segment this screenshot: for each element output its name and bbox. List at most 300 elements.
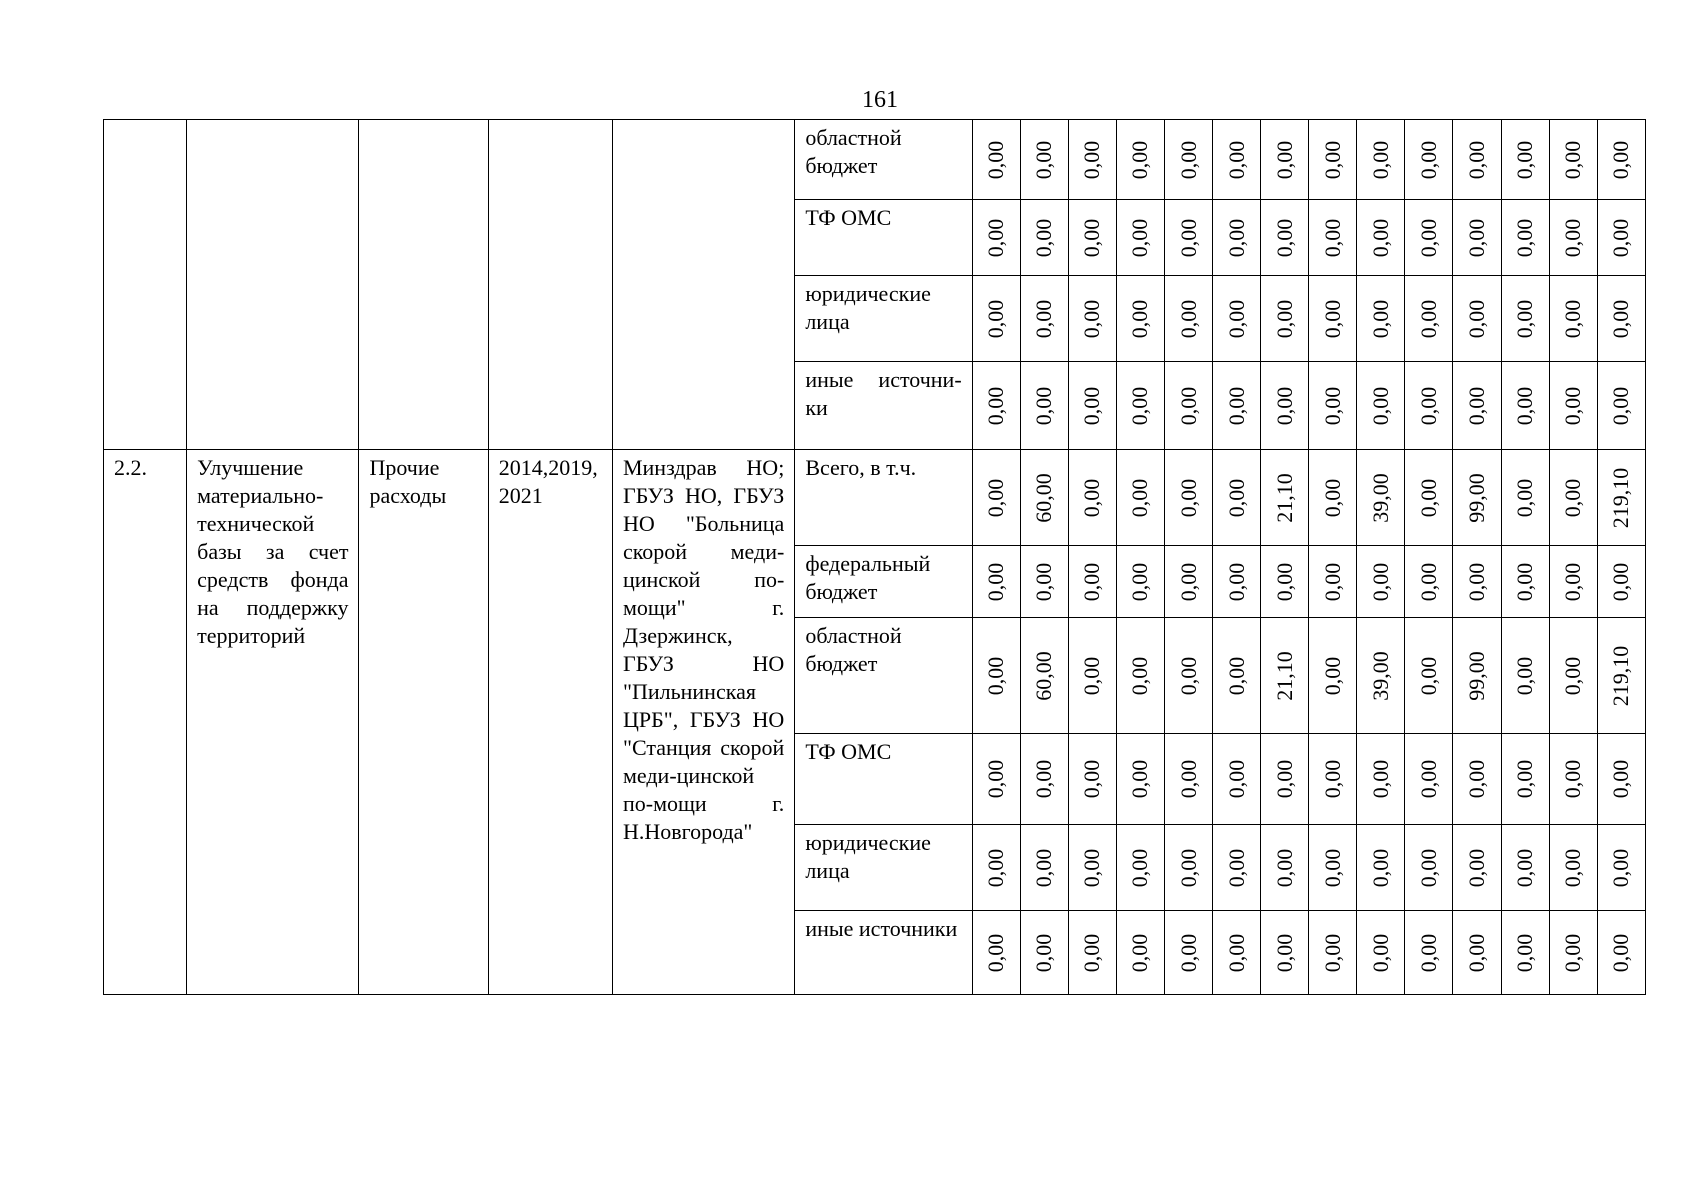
value-text: 0,00 xyxy=(1415,933,1441,972)
value-cell xyxy=(1020,825,1068,911)
value-text: 219,10 xyxy=(1608,645,1634,706)
value-text: 0,00 xyxy=(1319,218,1345,257)
value-text: 0,00 xyxy=(1175,218,1201,257)
value-text: 0,00 xyxy=(1319,140,1345,179)
value-text: 0,00 xyxy=(1463,933,1489,972)
value-text: 0,00 xyxy=(1127,656,1153,695)
value-cell xyxy=(1501,546,1549,618)
funding-source-label: ТФ ОМС xyxy=(805,739,892,764)
value-text: 0,00 xyxy=(1223,299,1249,338)
value-text: 0,00 xyxy=(1223,759,1249,799)
value-cell xyxy=(1213,825,1261,911)
value-text: 0,00 xyxy=(1608,218,1634,257)
value-text: 0,00 xyxy=(1271,140,1297,179)
value-cell xyxy=(1309,120,1357,200)
funding-source-label: федеральный бюджет xyxy=(805,551,931,604)
value-cell xyxy=(1164,546,1212,618)
value-text: 0,00 xyxy=(1271,386,1297,425)
value-cell xyxy=(1068,200,1116,276)
value-cell xyxy=(1501,618,1549,734)
value-cell xyxy=(1453,200,1501,276)
value-text: 0,00 xyxy=(1079,933,1105,972)
value-cell xyxy=(1164,911,1212,995)
value-text: 0,00 xyxy=(1319,562,1345,601)
value-cell xyxy=(1453,825,1501,911)
value-text: 0,00 xyxy=(1079,656,1105,695)
funding-source-label: юридические лица xyxy=(805,830,931,883)
value-text: 0,00 xyxy=(983,933,1009,972)
value-cell xyxy=(1068,450,1116,546)
value-cell xyxy=(972,546,1020,618)
value-text: 0,00 xyxy=(1175,562,1201,601)
value-text: 0,00 xyxy=(1319,386,1345,425)
value-cell xyxy=(1405,618,1453,734)
value-text: 0,00 xyxy=(1415,218,1441,257)
value-cell xyxy=(1116,618,1164,734)
value-text: 0,00 xyxy=(1079,386,1105,425)
value-cell xyxy=(1309,734,1357,825)
value-cell xyxy=(1597,450,1645,546)
value-text: 0,00 xyxy=(1463,140,1489,179)
value-text: 0,00 xyxy=(1223,386,1249,425)
value-text: 0,00 xyxy=(1271,759,1297,799)
value-cell xyxy=(1020,911,1068,995)
value-cell xyxy=(1501,450,1549,546)
value-cell xyxy=(1405,734,1453,825)
value-cell xyxy=(1501,911,1549,995)
value-cell xyxy=(1020,734,1068,825)
value-cell xyxy=(1453,734,1501,825)
value-text: 0,00 xyxy=(1175,140,1201,179)
value-text: 0,00 xyxy=(1127,140,1153,179)
value-text: 0,00 xyxy=(1512,562,1538,601)
value-cell xyxy=(1164,276,1212,362)
executors-cell xyxy=(612,450,794,995)
value-text: 39,00 xyxy=(1367,472,1393,523)
value-text: 0,00 xyxy=(1079,140,1105,179)
value-cell xyxy=(1261,450,1309,546)
value-text: 39,00 xyxy=(1367,650,1393,701)
value-cell xyxy=(1309,825,1357,911)
value-cell xyxy=(972,825,1020,911)
value-text: 0,00 xyxy=(1512,656,1538,695)
value-text: 0,00 xyxy=(1079,299,1105,338)
value-cell xyxy=(1020,450,1068,546)
value-cell xyxy=(1405,546,1453,618)
value-text: 0,00 xyxy=(1367,848,1393,887)
value-cell xyxy=(1068,618,1116,734)
value-cell xyxy=(1213,120,1261,200)
value-text: 0,00 xyxy=(1319,759,1345,799)
value-cell xyxy=(1357,200,1405,276)
value-text: 0,00 xyxy=(983,759,1009,799)
value-text: 0,00 xyxy=(1463,562,1489,601)
value-cell xyxy=(1116,276,1164,362)
value-cell xyxy=(1549,362,1597,450)
funding-source-cell xyxy=(795,362,972,450)
value-cell xyxy=(1405,120,1453,200)
measure-name-cell xyxy=(187,450,359,995)
value-cell xyxy=(1164,450,1212,546)
value-cell xyxy=(1549,276,1597,362)
value-text: 0,00 xyxy=(1415,140,1441,179)
years-cell xyxy=(488,120,612,450)
value-text: 0,00 xyxy=(983,562,1009,601)
value-text: 0,00 xyxy=(1223,848,1249,887)
value-cell xyxy=(1549,546,1597,618)
value-cell xyxy=(1405,276,1453,362)
value-cell xyxy=(1164,825,1212,911)
value-cell xyxy=(1549,450,1597,546)
value-cell xyxy=(1309,276,1357,362)
value-text: 60,00 xyxy=(1031,472,1057,523)
measure-name-cell xyxy=(187,120,359,450)
value-cell xyxy=(1549,120,1597,200)
value-cell xyxy=(1309,362,1357,450)
value-cell xyxy=(1164,734,1212,825)
value-cell xyxy=(1164,120,1212,200)
value-cell xyxy=(1501,200,1549,276)
funding-source-cell xyxy=(795,200,972,276)
value-text: 0,00 xyxy=(1175,478,1201,517)
value-cell xyxy=(1068,276,1116,362)
value-text: 0,00 xyxy=(1367,140,1393,179)
value-text: 0,00 xyxy=(1127,218,1153,257)
value-cell xyxy=(1261,546,1309,618)
value-text: 0,00 xyxy=(1079,562,1105,601)
value-text: 0,00 xyxy=(1031,299,1057,338)
value-text: 0,00 xyxy=(1512,299,1538,338)
expense-type-cell-text: Прочие расходы xyxy=(369,455,447,508)
value-text: 0,00 xyxy=(1127,759,1153,799)
value-cell xyxy=(1597,734,1645,825)
funding-source-cell xyxy=(795,734,972,825)
funding-source-cell xyxy=(795,276,972,362)
value-text: 0,00 xyxy=(1031,386,1057,425)
value-text: 0,00 xyxy=(1608,933,1634,972)
value-cell xyxy=(1405,362,1453,450)
value-cell xyxy=(972,120,1020,200)
years-cell-text: 2014,2019,2021 xyxy=(498,455,598,508)
years-cell xyxy=(488,450,612,995)
value-text: 0,00 xyxy=(1175,299,1201,338)
value-text: 99,00 xyxy=(1463,650,1489,701)
value-text: 0,00 xyxy=(1127,933,1153,972)
value-cell xyxy=(1405,200,1453,276)
value-text: 0,00 xyxy=(1367,562,1393,601)
value-text: 0,00 xyxy=(1512,933,1538,972)
value-cell xyxy=(1261,734,1309,825)
funding-source-cell xyxy=(795,618,972,734)
value-text: 0,00 xyxy=(1560,299,1586,338)
value-text: 0,00 xyxy=(1175,386,1201,425)
funding-source-cell xyxy=(795,450,972,546)
value-text: 0,00 xyxy=(1367,218,1393,257)
value-cell xyxy=(1020,546,1068,618)
value-cell xyxy=(1116,362,1164,450)
value-text: 0,00 xyxy=(1463,386,1489,425)
value-text: 0,00 xyxy=(1608,140,1634,179)
value-cell xyxy=(1068,120,1116,200)
value-text: 0,00 xyxy=(1367,933,1393,972)
value-cell xyxy=(1357,734,1405,825)
funding-source-label: юридические лица xyxy=(805,281,931,334)
value-text: 0,00 xyxy=(1512,140,1538,179)
value-text: 0,00 xyxy=(1319,478,1345,517)
value-cell xyxy=(1501,825,1549,911)
value-cell xyxy=(1068,734,1116,825)
value-cell xyxy=(1597,911,1645,995)
funding-source-label: областной бюджет xyxy=(805,125,902,178)
value-cell xyxy=(1116,911,1164,995)
value-text: 0,00 xyxy=(1512,478,1538,517)
funding-source-label: областной бюджет xyxy=(805,623,902,676)
value-text: 0,00 xyxy=(1415,386,1441,425)
value-cell xyxy=(1213,362,1261,450)
value-text: 0,00 xyxy=(1031,140,1057,179)
value-text: 0,00 xyxy=(1175,656,1201,695)
value-cell xyxy=(1213,911,1261,995)
value-text: 0,00 xyxy=(1175,848,1201,887)
value-text: 0,00 xyxy=(1415,478,1441,517)
value-cell xyxy=(1309,911,1357,995)
value-text: 0,00 xyxy=(1175,759,1201,799)
value-cell xyxy=(972,276,1020,362)
value-cell xyxy=(1213,618,1261,734)
value-text: 0,00 xyxy=(1560,140,1586,179)
value-text: 0,00 xyxy=(1319,933,1345,972)
value-text: 0,00 xyxy=(1415,562,1441,601)
value-text: 0,00 xyxy=(1223,562,1249,601)
value-text: 0,00 xyxy=(1271,562,1297,601)
value-cell xyxy=(1453,618,1501,734)
value-text: 0,00 xyxy=(1463,848,1489,887)
value-text: 0,00 xyxy=(1271,299,1297,338)
value-text: 0,00 xyxy=(1031,759,1057,799)
value-cell xyxy=(1597,362,1645,450)
value-text: 0,00 xyxy=(1512,848,1538,887)
value-text: 0,00 xyxy=(1223,218,1249,257)
value-cell xyxy=(972,450,1020,546)
value-text: 0,00 xyxy=(1608,562,1634,601)
funding-source-label: Всего, в т.ч. xyxy=(805,455,917,480)
row-code-cell-text xyxy=(104,120,186,124)
value-text: 0,00 xyxy=(1223,140,1249,179)
value-text: 0,00 xyxy=(1079,218,1105,257)
executors-cell-text: Минздрав НО; ГБУЗ НО, ГБУЗ НО "Больница скорой меди-цинской по-мощи" г. Дзержинск, ГБУЗ НО "Пильнинская ЦРБ", ГБУЗ НО "Станция скорой меди-цинской по-мощи г. Н.Новгорода" xyxy=(622,455,785,844)
value-cell xyxy=(1405,825,1453,911)
value-cell xyxy=(1164,618,1212,734)
years-cell-text xyxy=(489,120,612,124)
expense-type-cell-text xyxy=(359,120,487,124)
value-text: 0,00 xyxy=(1367,759,1393,799)
value-cell xyxy=(1357,911,1405,995)
value-text: 0,00 xyxy=(1512,759,1538,799)
value-text: 0,00 xyxy=(1271,218,1297,257)
value-text: 21,10 xyxy=(1271,650,1297,701)
value-text: 0,00 xyxy=(1271,933,1297,972)
value-cell xyxy=(1020,120,1068,200)
value-cell xyxy=(1597,546,1645,618)
value-text: 0,00 xyxy=(1415,759,1441,799)
funding-source-label: ТФ ОМС xyxy=(805,205,892,230)
executors-cell-text xyxy=(613,120,794,124)
value-cell xyxy=(1309,200,1357,276)
value-text: 0,00 xyxy=(1415,656,1441,695)
value-text: 0,00 xyxy=(1512,218,1538,257)
value-text: 0,00 xyxy=(1175,933,1201,972)
funding-source-label: иные источники xyxy=(805,916,958,941)
value-cell xyxy=(1116,546,1164,618)
value-cell xyxy=(1597,200,1645,276)
value-cell xyxy=(1020,200,1068,276)
value-cell xyxy=(1020,276,1068,362)
value-text: 0,00 xyxy=(1127,299,1153,338)
value-cell xyxy=(1309,546,1357,618)
value-cell xyxy=(1309,618,1357,734)
table-row xyxy=(104,450,1646,546)
value-text: 0,00 xyxy=(983,218,1009,257)
funding-source-cell xyxy=(795,120,972,200)
value-cell xyxy=(1213,450,1261,546)
value-text: 0,00 xyxy=(1223,656,1249,695)
value-cell xyxy=(1116,450,1164,546)
value-cell xyxy=(1597,120,1645,200)
value-text: 0,00 xyxy=(1367,299,1393,338)
value-cell xyxy=(1549,734,1597,825)
value-cell xyxy=(1357,450,1405,546)
value-cell xyxy=(1116,825,1164,911)
value-cell xyxy=(1261,120,1309,200)
value-cell xyxy=(1164,200,1212,276)
value-text: 0,00 xyxy=(1463,299,1489,338)
value-text: 0,00 xyxy=(983,140,1009,179)
value-text: 0,00 xyxy=(1319,656,1345,695)
value-text: 0,00 xyxy=(1031,848,1057,887)
value-cell xyxy=(1357,120,1405,200)
value-cell xyxy=(1164,362,1212,450)
value-text: 0,00 xyxy=(983,386,1009,425)
table-row xyxy=(104,120,1646,200)
value-text: 0,00 xyxy=(1079,478,1105,517)
executors-cell xyxy=(612,120,794,450)
value-text: 0,00 xyxy=(1271,848,1297,887)
funding-table xyxy=(103,119,1646,995)
value-cell xyxy=(972,200,1020,276)
table-body xyxy=(104,120,1646,995)
value-cell xyxy=(1549,618,1597,734)
value-cell xyxy=(1213,200,1261,276)
value-cell xyxy=(1213,734,1261,825)
value-cell xyxy=(1261,276,1309,362)
value-cell xyxy=(1068,911,1116,995)
value-cell xyxy=(1068,546,1116,618)
value-text: 99,00 xyxy=(1463,472,1489,523)
funding-source-cell xyxy=(795,546,972,618)
value-text: 0,00 xyxy=(1608,386,1634,425)
value-text: 0,00 xyxy=(1127,848,1153,887)
value-text: 0,00 xyxy=(983,848,1009,887)
expense-type-cell xyxy=(359,120,488,450)
value-text: 0,00 xyxy=(1031,562,1057,601)
value-cell xyxy=(972,362,1020,450)
value-text: 0,00 xyxy=(1463,218,1489,257)
value-cell xyxy=(1357,276,1405,362)
value-cell xyxy=(1549,825,1597,911)
value-text: 0,00 xyxy=(1127,562,1153,601)
value-text: 21,10 xyxy=(1271,472,1297,523)
value-text: 0,00 xyxy=(1319,848,1345,887)
value-text: 0,00 xyxy=(1127,478,1153,517)
value-cell xyxy=(1261,911,1309,995)
value-cell xyxy=(1501,276,1549,362)
value-text: 0,00 xyxy=(1367,386,1393,425)
value-cell xyxy=(1068,825,1116,911)
value-cell xyxy=(1405,450,1453,546)
value-text: 60,00 xyxy=(1031,650,1057,701)
value-cell xyxy=(1597,276,1645,362)
value-text: 0,00 xyxy=(1415,848,1441,887)
funding-source-label: иные источни-ки xyxy=(805,367,962,420)
value-text: 0,00 xyxy=(1608,848,1634,887)
value-cell xyxy=(1357,546,1405,618)
value-text: 0,00 xyxy=(1512,386,1538,425)
value-text: 0,00 xyxy=(1560,759,1586,799)
value-text: 0,00 xyxy=(1560,478,1586,517)
row-code-cell xyxy=(104,120,187,450)
value-text: 0,00 xyxy=(1560,562,1586,601)
value-text: 0,00 xyxy=(1223,478,1249,517)
value-text: 0,00 xyxy=(1079,848,1105,887)
expense-type-cell xyxy=(359,450,488,995)
value-text: 0,00 xyxy=(1560,218,1586,257)
value-text: 0,00 xyxy=(1319,299,1345,338)
value-cell xyxy=(972,618,1020,734)
value-cell xyxy=(1261,618,1309,734)
value-text: 0,00 xyxy=(1560,656,1586,695)
value-text: 0,00 xyxy=(983,656,1009,695)
value-cell xyxy=(1549,200,1597,276)
measure-name-cell-text xyxy=(187,120,358,124)
value-cell xyxy=(972,734,1020,825)
measure-name-cell-text: Улучшение материально-технической базы за счет средств фонда на поддержку территорий xyxy=(197,455,349,648)
value-cell xyxy=(1261,200,1309,276)
funding-source-cell xyxy=(795,825,972,911)
value-cell xyxy=(972,911,1020,995)
funding-source-cell xyxy=(795,911,972,995)
value-cell xyxy=(1453,120,1501,200)
value-text: 0,00 xyxy=(1560,933,1586,972)
value-cell xyxy=(1020,362,1068,450)
value-text: 0,00 xyxy=(1608,299,1634,338)
value-cell xyxy=(1357,825,1405,911)
value-text: 0,00 xyxy=(1127,386,1153,425)
value-text: 0,00 xyxy=(1415,299,1441,338)
value-cell xyxy=(1116,200,1164,276)
value-text: 0,00 xyxy=(1223,933,1249,972)
value-cell xyxy=(1357,618,1405,734)
value-text: 0,00 xyxy=(1608,759,1634,799)
value-cell xyxy=(1116,120,1164,200)
value-cell xyxy=(1501,120,1549,200)
value-cell xyxy=(1453,546,1501,618)
value-cell xyxy=(1453,276,1501,362)
value-cell xyxy=(1068,362,1116,450)
value-cell xyxy=(1116,734,1164,825)
value-cell xyxy=(1597,618,1645,734)
value-cell xyxy=(1453,450,1501,546)
value-cell xyxy=(1213,276,1261,362)
